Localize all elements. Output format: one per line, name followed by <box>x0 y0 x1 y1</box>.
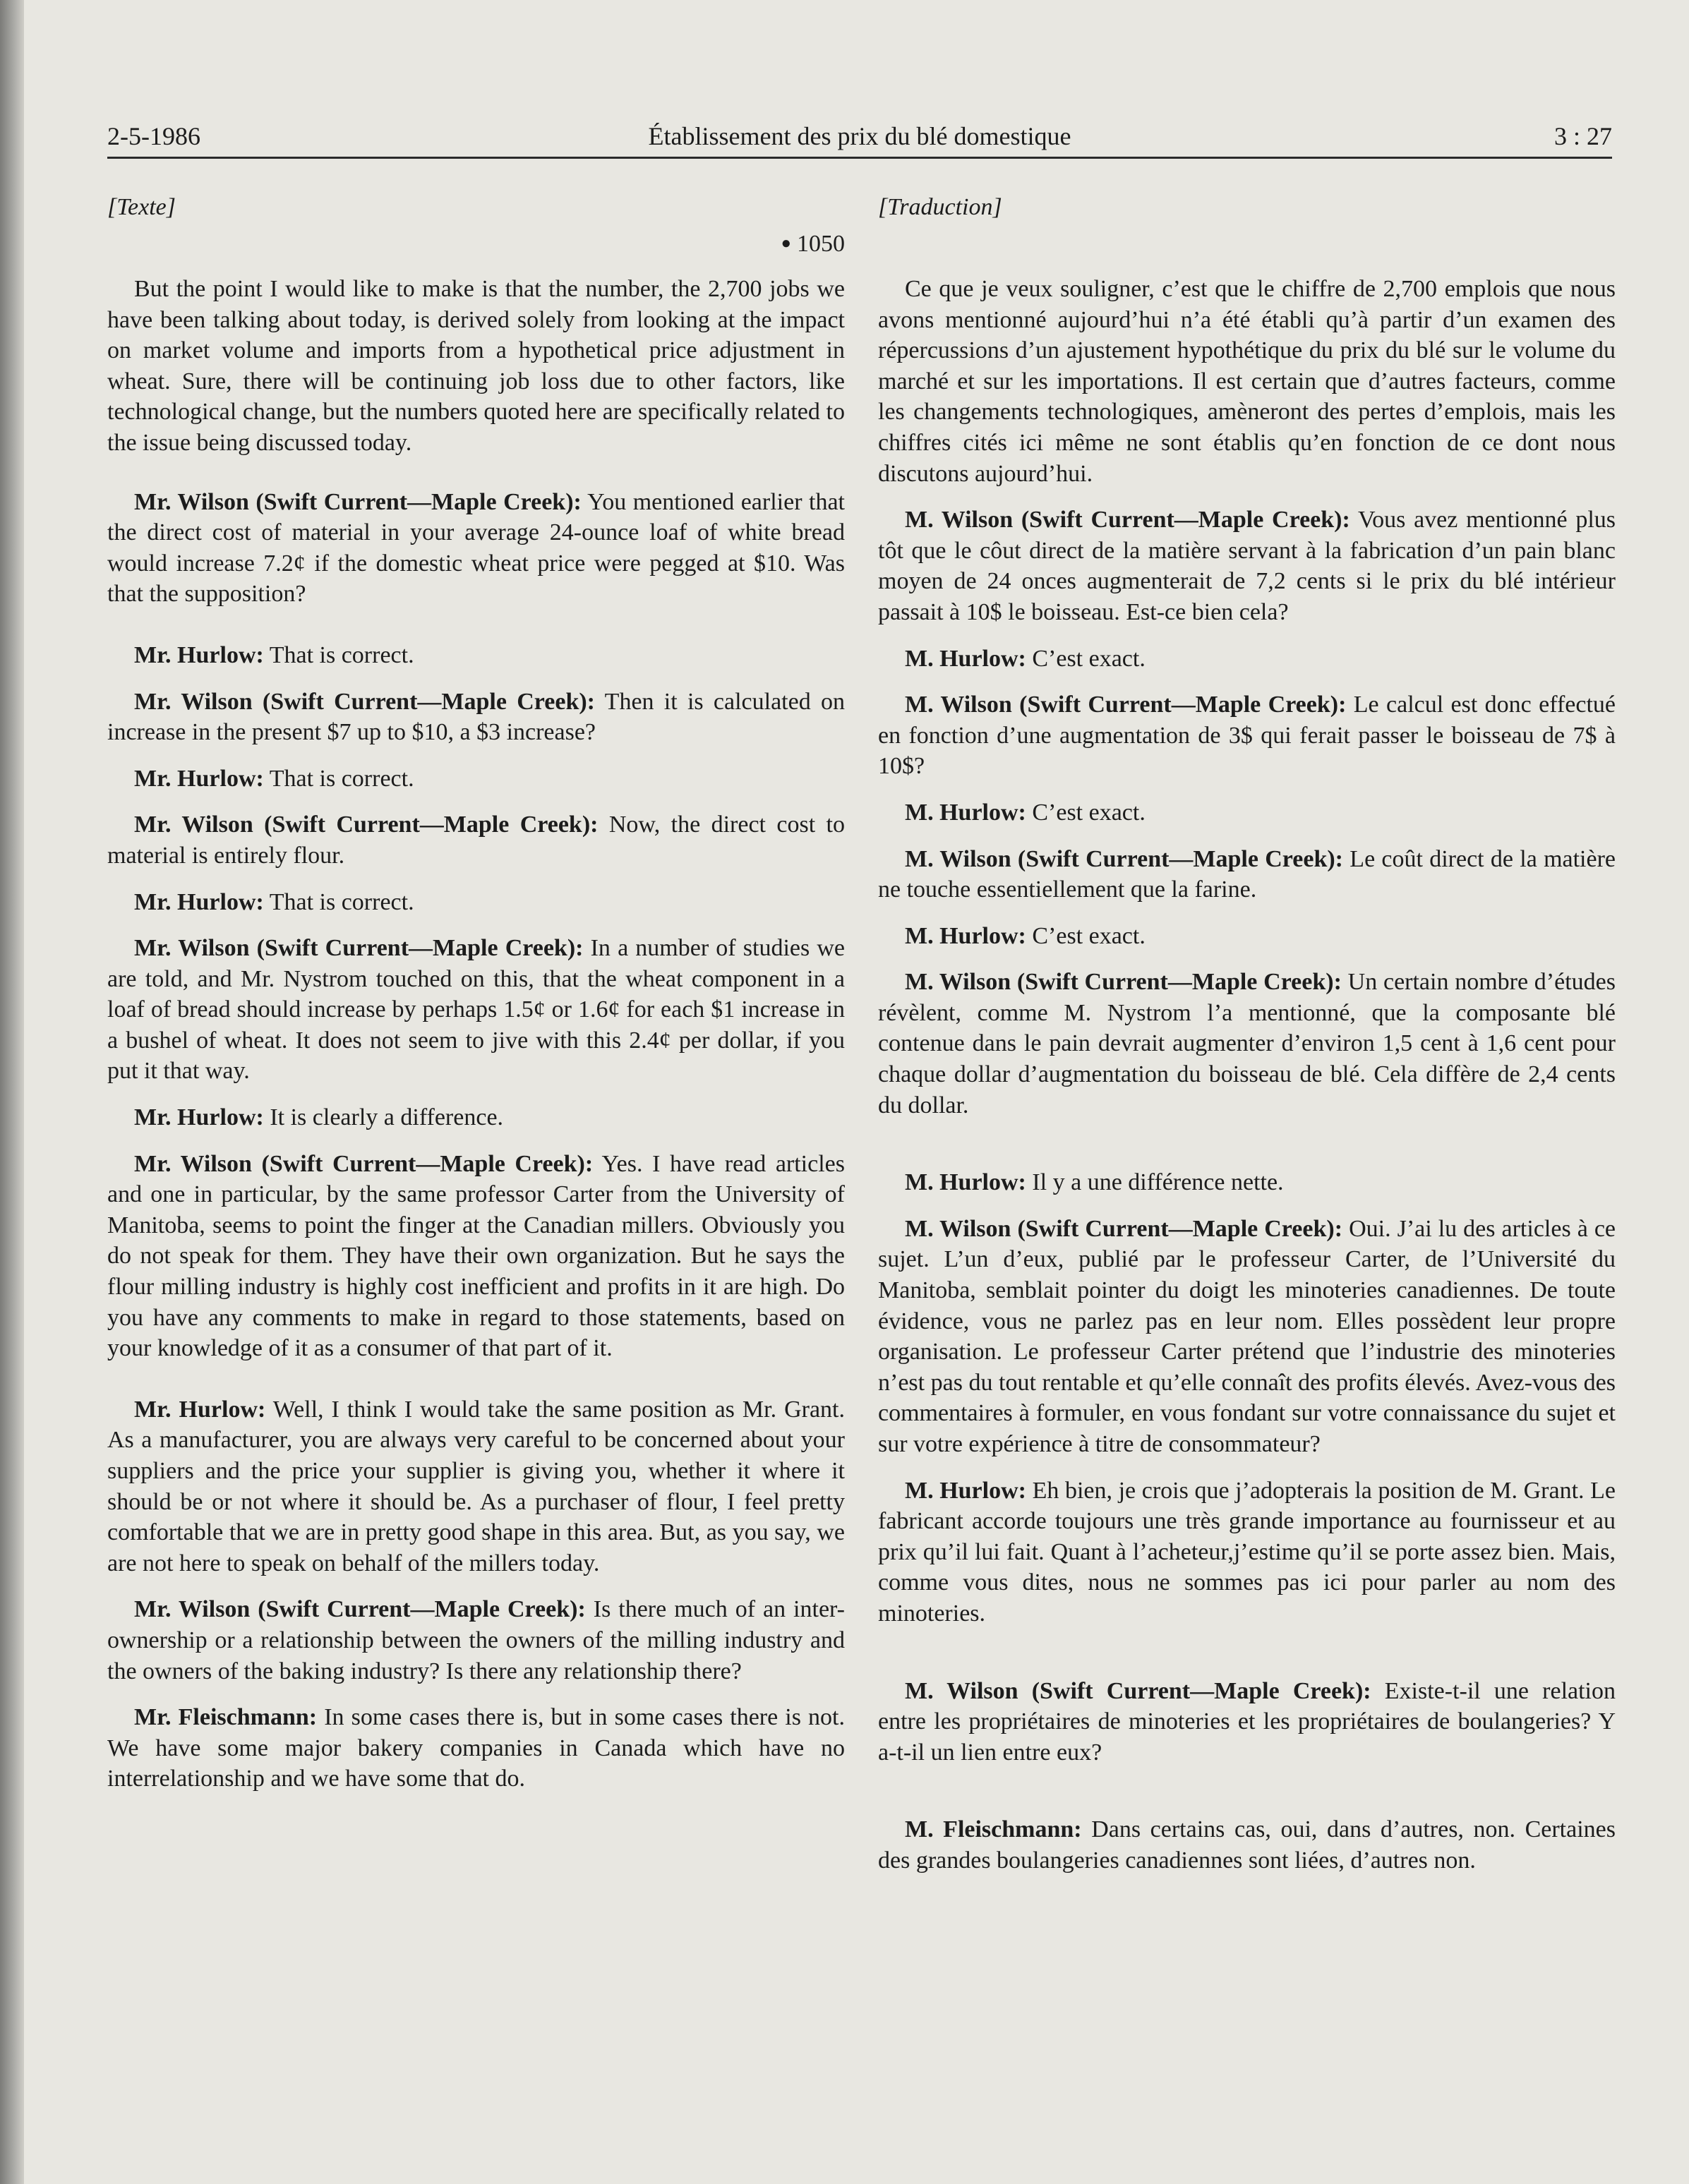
speaker-name: M. Wilson (Swift Current—Maple Creek): <box>905 692 1347 718</box>
transcript-paragraph <box>107 764 845 795</box>
transcript-paragraph <box>107 1102 845 1133</box>
speaker-name: Mr. Hurlow: <box>134 888 264 915</box>
speaker-name: M. Wilson (Swift Current—Maple Creek): <box>905 507 1350 533</box>
speech-text: Un certain nombre d’études révèlent, comme M. Nystrom l’a mentionné, que la composante blé contenue dans le pain devrait augmenter d’environ 1,5 cent à 1,6 cent pour chaque dollar d’augmentation du boisseau de blé. Cela diffère de 2,4 cents du dollar. <box>878 969 1616 1118</box>
speech-text: C’est exact. <box>1032 799 1146 826</box>
speaker-name: M. Hurlow: <box>905 922 1026 949</box>
header-title: Établissement des prix du blé domestique <box>648 122 1071 150</box>
speech-text: Then it is calculated on increase in the present $7 up to $10, a $3 increase? <box>107 688 845 746</box>
speaker-name: Mr. Hurlow: <box>134 765 264 792</box>
speech-text: It is clearly a difference. <box>270 1104 504 1131</box>
speech-text: Yes. I have read articles and one in particular, by the same professor Carter from the University of Manitoba, seems to point the finger at the Canadian millers. Obviously you do not speak for them. They have their own organization. But he says the flour milling industry is highly cost inefficient and profits in it are high. Do you have any comments to make in regard to those statements, based on your knowledge of it as a consumer of that part of it. <box>107 1150 845 1362</box>
speaker-name: Mr. Hurlow: <box>134 1104 264 1131</box>
transcript-paragraph <box>878 921 1616 952</box>
transcript-paragraph <box>878 967 1616 1121</box>
column-label-text: Traduction <box>887 194 993 220</box>
speech-text: Existe-t-il une relation entre les propriétaires de minoteries et les propriétaires de boulangeries? Y a-t-il un lien entre eux? <box>878 1677 1616 1766</box>
column-label-text: Texte <box>116 194 167 220</box>
speaker-name: M. Wilson (Swift Current—Maple Creek): <box>905 1215 1343 1242</box>
speech-text: Eh bien, je crois que j’adopterais la position de M. Grant. Le fabricant accorde toujours une très grande importance au fournisseur et au prix qu’il lui fait. Quant à l’acheteur,j’estime qu’il se porte assez bien. Mais, comme vous dites, nous ne sommes pas ici pour parler au nom des minoteries. <box>878 1477 1616 1627</box>
speaker-name: M. Wilson (Swift Current—Maple Creek): <box>905 1677 1371 1704</box>
speaker-name: M. Hurlow: <box>905 799 1026 826</box>
speech-text: Is there much of an inter-ownership or a relationship between the owners of the milling industry and the owners of the baking industry? Is there any relationship there? <box>107 1596 845 1684</box>
transcript-paragraph <box>107 640 845 671</box>
bullet-icon: ● <box>781 234 791 253</box>
speech-text: That is correct. <box>269 888 414 915</box>
speaker-name: M. Hurlow: <box>905 1477 1026 1504</box>
speaker-name: Mr. Wilson (Swift Current—Maple Creek): <box>134 488 582 515</box>
transcript-paragraph <box>878 1676 1616 1768</box>
running-header <box>107 121 1612 158</box>
transcript-paragraph <box>107 1394 845 1579</box>
speech-text: C’est exact. <box>1032 645 1146 672</box>
speaker-name: M. Fleischmann: <box>905 1816 1082 1843</box>
speaker-name: M. Hurlow: <box>905 1169 1026 1196</box>
transcript-paragraph <box>107 1149 845 1364</box>
transcript-paragraph <box>107 809 845 871</box>
transcript-paragraph: Ce que je veux souligner, c’est que le chiffre de 2,700 emplois que nous avons mentionné aujourd’hui n’a été établi qu’à partir d’un examen des répercussions d’un ajustement hypothétique du prix du blé sur le volume du marché et sur les importations. Il est certain que d’autres facteurs, comme les changements technologiques, amèneront des pertes d’emplois, mais les chiffres cités ici même ne sont établis qu’en fonction de ce dont nous discutons aujourd’hui. <box>878 276 1616 487</box>
speech-text: In some cases there is, but in some cases there is not. We have some major bakery companies in Canada which have no interrelationship and we have some that do. <box>107 1704 845 1792</box>
transcript-paragraph <box>107 1702 845 1794</box>
transcript-paragraph <box>878 505 1616 627</box>
transcript-paragraph <box>878 797 1616 828</box>
speech-text: C’est exact. <box>1032 922 1146 949</box>
speech-text: Le calcul est donc effectué en fonction d’une augmentation de 3$ qui ferait passer le boisseau de 7$ à 10$? <box>878 692 1616 780</box>
transcript-paragraph <box>107 887 845 918</box>
speech-text: That is correct. <box>269 765 414 792</box>
column-label-texte: [Texte] <box>107 194 176 220</box>
timecode-spacer <box>878 229 1616 274</box>
column-label-traduction: [Traduction] <box>878 194 1002 220</box>
transcript-paragraph <box>878 689 1616 782</box>
speech-text: Dans certains cas, oui, dans d’autres, non. Certaines des grandes boulangeries canadiennes sont liées, d’autres non. <box>878 1816 1616 1874</box>
speaker-name: M. Wilson (Swift Current—Maple Creek): <box>905 969 1342 996</box>
speaker-name: Mr. Wilson (Swift Current—Maple Creek): <box>134 812 599 838</box>
speech-text: Vous avez mentionné plus tôt que le côut direct de la matière servant à la fabrication d’un pain blanc moyen de 24 onces augmenterait de 7,2 cents si le prix du blé intérieur passait à 10$ le boisseau. Est-ce bien cela? <box>878 507 1616 625</box>
speaker-name: Mr. Wilson (Swift Current—Maple Creek): <box>134 1596 586 1623</box>
page-binding-edge <box>0 0 24 2184</box>
transcript-paragraph <box>878 844 1616 905</box>
speech-text: Il y a une différence nette. <box>1032 1169 1284 1196</box>
speaker-name: Mr. Wilson (Swift Current—Maple Creek): <box>134 1150 594 1177</box>
speaker-name: M. Hurlow: <box>905 645 1026 672</box>
speech-text: In a number of studies we are told, and Mr. Nystrom touched on this, that the wheat component in a loaf of bread should increase by perhaps 1.5¢ or 1.6¢ for each $1 increase in a bushel of wheat. It does not seem to jive with this 2.4¢ per dollar, if you put it that way. <box>107 935 845 1085</box>
transcript-paragraph <box>878 1814 1616 1876</box>
header-rule <box>107 157 1612 159</box>
speech-text: Now, the direct cost to material is entirely flour. <box>107 812 845 869</box>
header-page-number: 3 : 27 <box>1553 122 1612 150</box>
speech-text: Oui. J’ai lu des articles à ce sujet. L’un d’eux, publié par le professeur Carter, de l’Université du Manitoba, semblait pointer du doigt les minoteries canadiennes. De toute évidence, vous ne parlez pas en leur nom. Elles possèdent leur propre organisation. Le professeur Carter prétend que l’industrie des minoteries n’est pas du tout rentable et qu’elle connaît des profits élevés. Avez-vous des commentaires à formuler, en vous fondant sur votre connaissance du sujet et sur votre expérience à titre de consommateur? <box>878 1215 1616 1457</box>
timecode <box>107 229 845 274</box>
speech-text: Well, I think I would take the same position as Mr. Grant. As a manufacturer, you are always very careful to be concerned about your suppliers and the price your supplier is giving you, whether it where it should be or not where it should be. As a purchaser of flour, I feel pretty comfortable that we are in pretty good shape in this area. But, as you say, we are not here to speak on behalf of the millers today. <box>107 1396 845 1576</box>
transcript-paragraph <box>878 644 1616 675</box>
timecode-value: 1050 <box>797 231 845 257</box>
transcript-paragraph <box>878 1167 1616 1198</box>
french-column <box>878 192 1616 1876</box>
speaker-name: M. Wilson (Swift Current—Maple Creek): <box>905 845 1344 872</box>
transcript-paragraph <box>878 1214 1616 1460</box>
speaker-name: Mr. Fleischmann: <box>134 1704 318 1731</box>
transcript-paragraph <box>107 1594 845 1687</box>
speech-text: You mentioned earlier that the direct cost of material in your average 24-ounce loaf of white bread would increase 7.2¢ if the domestic wheat price were pegged at $10. Was that the supposition? <box>107 488 845 608</box>
transcript-paragraph <box>878 1476 1616 1629</box>
speaker-name: Mr. Hurlow: <box>134 1396 266 1423</box>
english-column <box>107 192 845 1794</box>
header-date: 2-5-1986 <box>107 122 200 150</box>
speaker-name: Mr. Hurlow: <box>134 641 264 668</box>
transcript-paragraph <box>107 933 845 1087</box>
speaker-name: Mr. Wilson (Swift Current—Maple Creek): <box>134 935 584 962</box>
speech-text: Le coût direct de la matière ne touche essentiellement que la farine. <box>878 845 1616 903</box>
transcript-paragraph <box>107 487 845 610</box>
transcript-paragraph: But the point I would like to make is that the number, the 2,700 jobs we have been talking about today, is derived solely from looking at the impact on market volume and imports from a hypothetical price adjustment in wheat. Sure, there will be continuing job loss due to other factors, like technological change, but the numbers quoted here are specifically related to the issue being discussed today. <box>107 276 845 456</box>
speech-text: That is correct. <box>269 641 414 668</box>
speaker-name: Mr. Wilson (Swift Current—Maple Creek): <box>134 688 595 715</box>
transcript-paragraph <box>107 687 845 748</box>
